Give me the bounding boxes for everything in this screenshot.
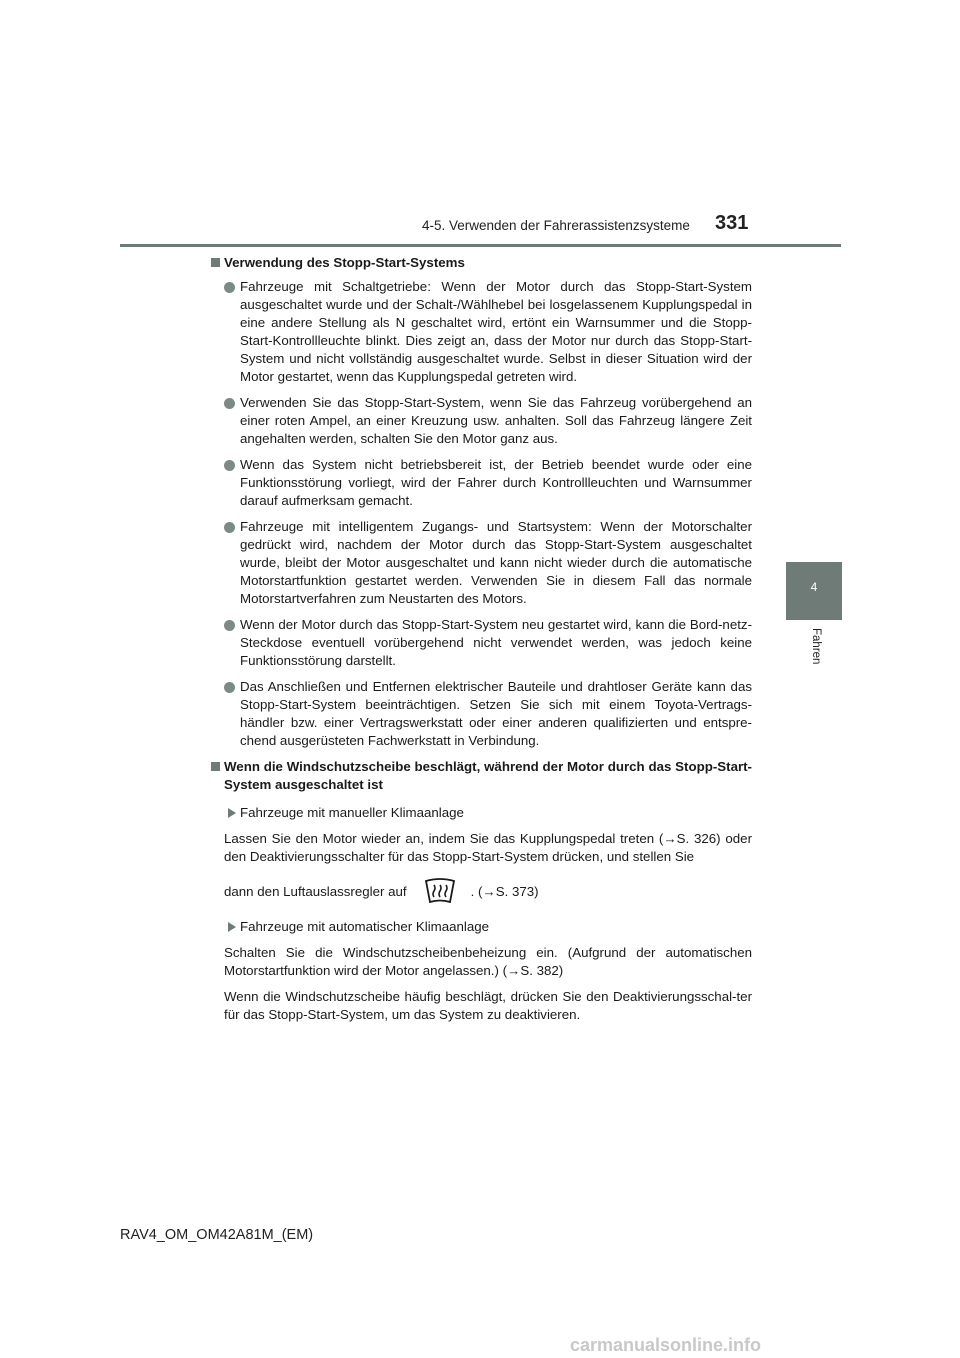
triangle-arrow-icon	[228, 808, 236, 818]
heading-text: Wenn die Windschutzscheibe beschlägt, während der Motor durch das Stopp-Start-System ausgeschaltet ist	[224, 759, 752, 792]
bullet-text: Verwenden Sie das Stopp-Start-System, wenn Sie das Fahrzeug vorübergehend an einer roten Ampel, an einer Kreuzung usw. anhalten. Soll das Fahrzeug längere Zeit angehalten werden, schalten Sie den Motor ganz aus.	[240, 395, 752, 446]
bullet-text: Fahrzeuge mit Schaltgetriebe: Wenn der Motor durch das Stopp-Start-System ausgeschaltet wurde und der Schalt-/Wählhebel bei losgelassenem Kupplungspedal in eine andere Stellung als N geschaltet wird, ertönt ein Warnsummer und die Stopp-Start-Kontrollleuchte blinkt. Dies zeigt an, dass der Motor nur durch das Stopp-Start-System und nicht vollständig ausgeschaltet wurde. Selbst in dieser Situation wird der Motor gestartet, wenn das Kupplungspedal getreten wird.	[240, 279, 752, 384]
round-bullet-icon	[224, 522, 235, 533]
triangle-arrow-icon	[228, 922, 236, 932]
section-heading-windshield	[206, 758, 752, 794]
bullet-item	[206, 278, 752, 386]
watermark: carmanualsonline.info	[570, 1335, 762, 1355]
heading-text: Verwendung des Stopp-Start-Systems	[224, 255, 465, 270]
bullet-text: Wenn das System nicht betriebsbereit ist, der Betrieb beendet wurde oder eine Funktionsstörung vorliegt, wird der Fahrer durch Kontrollleuchten und Warnsummer darauf aufmerksam gemacht.	[240, 457, 752, 508]
subhead-manual-ac	[206, 804, 752, 822]
subhead-automatic-ac	[206, 918, 752, 936]
section-heading-stop-start	[206, 254, 752, 272]
bullet-text: Wenn der Motor durch das Stopp-Start-System neu gestartet wird, kann die Bord-netz-Steckdose eventuell vorübergehend nicht verwendet werden, was jedoch keine Funktionsstörung darstellt.	[240, 617, 752, 668]
page-header	[0, 0, 960, 250]
round-bullet-icon	[224, 398, 235, 409]
bullet-item	[206, 394, 752, 448]
section-title: 4-5. Verwenden der Fahrerassistenzsysteme	[422, 218, 690, 233]
paragraph: Schalten Sie die Windschutzscheibenbeheizung ein. (Aufgrund der automatischen Motorstartfunktion wird der Motor angelassen.) (→S. 382)	[224, 945, 752, 978]
paragraph-with-icon	[206, 878, 752, 906]
paragraph: Wenn die Windschutzscheibe häufig beschlägt, drücken Sie den Deaktivierungsschal-ter für das Stopp-Start-System, um das System zu deaktivieren.	[224, 989, 752, 1022]
chapter-number: 4	[810, 580, 818, 594]
bullet-item	[206, 456, 752, 510]
paragraph-text: dann den Luftauslassregler auf	[224, 884, 407, 899]
paragraph-text: . (→S. 373)	[470, 884, 539, 899]
bullet-text: Das Anschließen und Entfernen elektrischer Bauteile und drahtloser Geräte kann das Stopp-Start-System beeinträchtigen. Setzen Sie sich mit einem Toyota-Vertrags-händler bzw. einer Vertragswerkstatt oder einer anderen qualifizierten und entspre-chend ausgerüsteten Fachwerkstatt in Verbindung.	[240, 679, 752, 748]
header-rule	[120, 244, 841, 247]
square-bullet-icon	[211, 258, 220, 267]
chapter-tab	[786, 562, 842, 620]
square-bullet-icon	[211, 762, 220, 771]
round-bullet-icon	[224, 460, 235, 471]
round-bullet-icon	[224, 682, 235, 693]
paragraph: Lassen Sie den Motor wieder an, indem Sie das Kupplungspedal treten (→S. 326) oder den Deaktivierungsschalter für das Stopp-Start-System drücken, und stellen Sie	[224, 831, 752, 864]
bullet-item	[206, 678, 752, 750]
bullet-item	[206, 518, 752, 608]
chapter-label: Fahren	[810, 628, 822, 665]
subhead-text: Fahrzeuge mit manueller Klimaanlage	[240, 805, 464, 820]
round-bullet-icon	[224, 620, 235, 631]
bullet-item	[206, 616, 752, 670]
subhead-text: Fahrzeuge mit automatischer Klimaanlage	[240, 919, 490, 934]
page-number: 331	[715, 212, 749, 234]
windshield-defrost-icon	[423, 878, 457, 906]
round-bullet-icon	[224, 282, 235, 293]
page-content	[206, 254, 752, 1032]
manual-code: RAV4_OM_OM42A81M_(EM)	[120, 1227, 314, 1243]
bullet-text: Fahrzeuge mit intelligentem Zugangs- und Startsystem: Wenn der Motorschalter gedrückt wird, nachdem der Motor durch das Stopp-Start-System ausgeschaltet wurde, bleibt der Motor ausgeschaltet und kann nicht wieder durch die automatische Motorstartfunktion gestartet werden. Verwenden Sie in diesem Fall das normale Motorstartverfahren zum Neustarten des Motors.	[240, 519, 752, 606]
